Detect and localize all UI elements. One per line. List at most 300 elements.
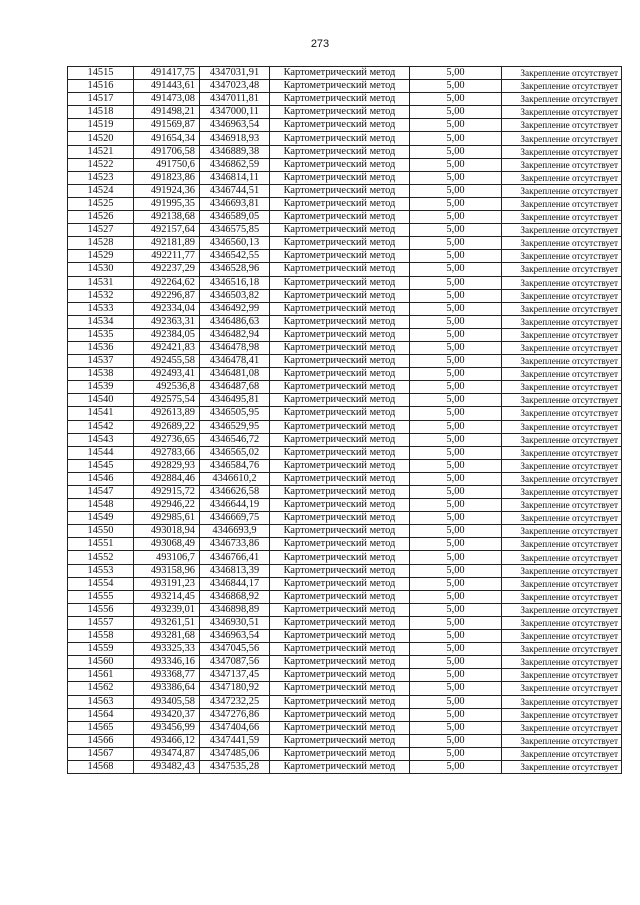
fixing-description-cell: Закрепление отсутствует: [502, 760, 622, 773]
table-row: [68, 289, 622, 302]
point-number-cell: 14557: [68, 616, 134, 629]
point-number-cell: 14558: [68, 630, 134, 643]
x-coordinate-cell: 492181,89: [134, 237, 200, 250]
point-number-cell: 14567: [68, 747, 134, 760]
method-cell: Картометрический метод: [270, 499, 410, 512]
y-coordinate-cell: 4346482,94: [200, 328, 270, 341]
accuracy-cell: 5,00: [410, 119, 502, 132]
x-coordinate-cell: 493368,77: [134, 669, 200, 682]
y-coordinate-cell: 4347180,92: [200, 682, 270, 695]
method-cell: Картометрический метод: [270, 630, 410, 643]
method-cell: Картометрический метод: [270, 616, 410, 629]
point-number-cell: 14518: [68, 106, 134, 119]
accuracy-cell: 5,00: [410, 237, 502, 250]
x-coordinate-cell: 493386,64: [134, 682, 200, 695]
y-coordinate-cell: 4346862,59: [200, 158, 270, 171]
point-number-cell: 14524: [68, 184, 134, 197]
accuracy-cell: 5,00: [410, 407, 502, 420]
table-row: [68, 80, 622, 93]
method-cell: Картометрический метод: [270, 643, 410, 656]
table-row: [68, 512, 622, 525]
y-coordinate-cell: 4347137,45: [200, 669, 270, 682]
fixing-description-cell: Закрепление отсутствует: [502, 315, 622, 328]
fixing-description-cell: Закрепление отсутствует: [502, 433, 622, 446]
method-cell: Картометрический метод: [270, 708, 410, 721]
accuracy-cell: 5,00: [410, 564, 502, 577]
point-number-cell: 14544: [68, 446, 134, 459]
fixing-description-cell: Закрепление отсутствует: [502, 381, 622, 394]
fixing-description-cell: Закрепление отсутствует: [502, 132, 622, 145]
x-coordinate-cell: 492613,89: [134, 407, 200, 420]
fixing-description-cell: Закрепление отсутствует: [502, 721, 622, 734]
fixing-description-cell: Закрепление отсутствует: [502, 407, 622, 420]
table-row: [68, 355, 622, 368]
accuracy-cell: 5,00: [410, 368, 502, 381]
y-coordinate-cell: 4346529,95: [200, 420, 270, 433]
y-coordinate-cell: 4346889,38: [200, 145, 270, 158]
fixing-description-cell: Закрепление отсутствует: [502, 564, 622, 577]
page-number: 273: [310, 38, 330, 50]
table-row: [68, 616, 622, 629]
y-coordinate-cell: 4346844,17: [200, 577, 270, 590]
fixing-description-cell: Закрепление отсутствует: [502, 394, 622, 407]
accuracy-cell: 5,00: [410, 551, 502, 564]
y-coordinate-cell: 4346644,19: [200, 499, 270, 512]
point-number-cell: 14531: [68, 276, 134, 289]
x-coordinate-cell: 492157,64: [134, 224, 200, 237]
fixing-description-cell: Закрепление отсутствует: [502, 289, 622, 302]
y-coordinate-cell: 4346898,89: [200, 603, 270, 616]
method-cell: Картометрический метод: [270, 171, 410, 184]
accuracy-cell: 5,00: [410, 263, 502, 276]
accuracy-cell: 5,00: [410, 328, 502, 341]
point-number-cell: 14536: [68, 341, 134, 354]
fixing-description-cell: Закрепление отсутствует: [502, 695, 622, 708]
x-coordinate-cell: 492493,41: [134, 368, 200, 381]
method-cell: Картометрический метод: [270, 302, 410, 315]
table-row: [68, 158, 622, 171]
method-cell: Картометрический метод: [270, 93, 410, 106]
fixing-description-cell: Закрепление отсутствует: [502, 603, 622, 616]
point-number-cell: 14562: [68, 682, 134, 695]
point-number-cell: 14534: [68, 315, 134, 328]
table-row: [68, 394, 622, 407]
y-coordinate-cell: 4346503,82: [200, 289, 270, 302]
accuracy-cell: 5,00: [410, 93, 502, 106]
point-number-cell: 14556: [68, 603, 134, 616]
x-coordinate-cell: 493106,7: [134, 551, 200, 564]
fixing-description-cell: Закрепление отсутствует: [502, 355, 622, 368]
x-coordinate-cell: 491443,61: [134, 80, 200, 93]
table-row: [68, 184, 622, 197]
y-coordinate-cell: 4346495,81: [200, 394, 270, 407]
accuracy-cell: 5,00: [410, 499, 502, 512]
y-coordinate-cell: 4347404,66: [200, 721, 270, 734]
table-row: [68, 328, 622, 341]
accuracy-cell: 5,00: [410, 381, 502, 394]
y-coordinate-cell: 4347031,91: [200, 67, 270, 80]
accuracy-cell: 5,00: [410, 80, 502, 93]
table-row: [68, 499, 622, 512]
y-coordinate-cell: 4346744,51: [200, 184, 270, 197]
fixing-description-cell: Закрепление отсутствует: [502, 197, 622, 210]
y-coordinate-cell: 4347232,25: [200, 695, 270, 708]
fixing-description-cell: Закрепление отсутствует: [502, 106, 622, 119]
method-cell: Картометрический метод: [270, 145, 410, 158]
fixing-description-cell: Закрепление отсутствует: [502, 499, 622, 512]
fixing-description-cell: Закрепление отсутствует: [502, 67, 622, 80]
method-cell: Картометрический метод: [270, 158, 410, 171]
y-coordinate-cell: 4346560,13: [200, 237, 270, 250]
x-coordinate-cell: 493482,43: [134, 760, 200, 773]
x-coordinate-cell: 492575,54: [134, 394, 200, 407]
accuracy-cell: 5,00: [410, 721, 502, 734]
x-coordinate-cell: 492736,65: [134, 433, 200, 446]
table-row: [68, 106, 622, 119]
x-coordinate-cell: 491823,86: [134, 171, 200, 184]
method-cell: Картометрический метод: [270, 564, 410, 577]
method-cell: Картометрический метод: [270, 734, 410, 747]
point-number-cell: 14516: [68, 80, 134, 93]
accuracy-cell: 5,00: [410, 289, 502, 302]
table-row: [68, 590, 622, 603]
table-row: [68, 171, 622, 184]
x-coordinate-cell: 492237,29: [134, 263, 200, 276]
point-number-cell: 14537: [68, 355, 134, 368]
y-coordinate-cell: 4347535,28: [200, 760, 270, 773]
x-coordinate-cell: 491750,6: [134, 158, 200, 171]
accuracy-cell: 5,00: [410, 695, 502, 708]
table-row: [68, 263, 622, 276]
fixing-description-cell: Закрепление отсутствует: [502, 420, 622, 433]
point-number-cell: 14538: [68, 368, 134, 381]
table-row: [68, 734, 622, 747]
accuracy-cell: 5,00: [410, 106, 502, 119]
accuracy-cell: 5,00: [410, 734, 502, 747]
fixing-description-cell: Закрепление отсутствует: [502, 328, 622, 341]
method-cell: Картометрический метод: [270, 512, 410, 525]
point-number-cell: 14526: [68, 211, 134, 224]
accuracy-cell: 5,00: [410, 708, 502, 721]
x-coordinate-cell: 492296,87: [134, 289, 200, 302]
fixing-description-cell: Закрепление отсутствует: [502, 237, 622, 250]
fixing-description-cell: Закрепление отсутствует: [502, 538, 622, 551]
y-coordinate-cell: 4346487,68: [200, 381, 270, 394]
fixing-description-cell: Закрепление отсутствует: [502, 616, 622, 629]
accuracy-cell: 5,00: [410, 158, 502, 171]
fixing-description-cell: Закрепление отсутствует: [502, 630, 622, 643]
fixing-description-cell: Закрепление отсутствует: [502, 525, 622, 538]
x-coordinate-cell: 492689,22: [134, 420, 200, 433]
fixing-description-cell: Закрепление отсутствует: [502, 224, 622, 237]
table-row: [68, 368, 622, 381]
x-coordinate-cell: 492829,93: [134, 459, 200, 472]
fixing-description-cell: Закрепление отсутствует: [502, 590, 622, 603]
accuracy-cell: 5,00: [410, 747, 502, 760]
method-cell: Картометрический метод: [270, 368, 410, 381]
y-coordinate-cell: 4346542,55: [200, 250, 270, 263]
table-row: [68, 472, 622, 485]
point-number-cell: 14552: [68, 551, 134, 564]
accuracy-cell: 5,00: [410, 355, 502, 368]
fixing-description-cell: Закрепление отсутствует: [502, 158, 622, 171]
y-coordinate-cell: 4346693,81: [200, 197, 270, 210]
method-cell: Картометрический метод: [270, 603, 410, 616]
method-cell: Картометрический метод: [270, 119, 410, 132]
method-cell: Картометрический метод: [270, 237, 410, 250]
method-cell: Картометрический метод: [270, 211, 410, 224]
accuracy-cell: 5,00: [410, 132, 502, 145]
method-cell: Картометрический метод: [270, 197, 410, 210]
y-coordinate-cell: 4346575,85: [200, 224, 270, 237]
point-number-cell: 14551: [68, 538, 134, 551]
fixing-description-cell: Закрепление отсутствует: [502, 669, 622, 682]
accuracy-cell: 5,00: [410, 512, 502, 525]
point-number-cell: 14515: [68, 67, 134, 80]
point-number-cell: 14540: [68, 394, 134, 407]
x-coordinate-cell: 492138,68: [134, 211, 200, 224]
table-row: [68, 708, 622, 721]
method-cell: Картометрический метод: [270, 381, 410, 394]
point-number-cell: 14530: [68, 263, 134, 276]
accuracy-cell: 5,00: [410, 577, 502, 590]
method-cell: Картометрический метод: [270, 132, 410, 145]
table-row: [68, 276, 622, 289]
table-row: [68, 459, 622, 472]
accuracy-cell: 5,00: [410, 341, 502, 354]
method-cell: Картометрический метод: [270, 590, 410, 603]
point-number-cell: 14566: [68, 734, 134, 747]
point-number-cell: 14555: [68, 590, 134, 603]
accuracy-cell: 5,00: [410, 459, 502, 472]
table-row: [68, 211, 622, 224]
y-coordinate-cell: 4347485,06: [200, 747, 270, 760]
fixing-description-cell: Закрепление отсутствует: [502, 250, 622, 263]
x-coordinate-cell: 491654,34: [134, 132, 200, 145]
x-coordinate-cell: 493068,49: [134, 538, 200, 551]
method-cell: Картометрический метод: [270, 669, 410, 682]
table-row: [68, 341, 622, 354]
table-row: [68, 145, 622, 158]
x-coordinate-cell: 491569,87: [134, 119, 200, 132]
y-coordinate-cell: 4347087,56: [200, 656, 270, 669]
method-cell: Картометрический метод: [270, 577, 410, 590]
x-coordinate-cell: 493420,37: [134, 708, 200, 721]
point-number-cell: 14560: [68, 656, 134, 669]
table-row: [68, 603, 622, 616]
y-coordinate-cell: 4346516,18: [200, 276, 270, 289]
point-number-cell: 14519: [68, 119, 134, 132]
x-coordinate-cell: 492536,8: [134, 381, 200, 394]
point-number-cell: 14561: [68, 669, 134, 682]
method-cell: Картометрический метод: [270, 250, 410, 263]
accuracy-cell: 5,00: [410, 603, 502, 616]
method-cell: Картометрический метод: [270, 695, 410, 708]
y-coordinate-cell: 4346589,05: [200, 211, 270, 224]
accuracy-cell: 5,00: [410, 171, 502, 184]
accuracy-cell: 5,00: [410, 630, 502, 643]
fixing-description-cell: Закрепление отсутствует: [502, 341, 622, 354]
accuracy-cell: 5,00: [410, 472, 502, 485]
table-row: [68, 695, 622, 708]
y-coordinate-cell: 4346486,63: [200, 315, 270, 328]
method-cell: Картометрический метод: [270, 721, 410, 734]
accuracy-cell: 5,00: [410, 525, 502, 538]
fixing-description-cell: Закрепление отсутствует: [502, 577, 622, 590]
fixing-description-cell: Закрепление отсутствует: [502, 119, 622, 132]
y-coordinate-cell: 4347441,59: [200, 734, 270, 747]
accuracy-cell: 5,00: [410, 590, 502, 603]
method-cell: Картометрический метод: [270, 355, 410, 368]
accuracy-cell: 5,00: [410, 224, 502, 237]
point-number-cell: 14549: [68, 512, 134, 525]
fixing-description-cell: Закрепление отсутствует: [502, 263, 622, 276]
table-row: [68, 315, 622, 328]
y-coordinate-cell: 4347045,56: [200, 643, 270, 656]
point-number-cell: 14545: [68, 459, 134, 472]
y-coordinate-cell: 4346963,54: [200, 119, 270, 132]
point-number-cell: 14546: [68, 472, 134, 485]
x-coordinate-cell: 493191,23: [134, 577, 200, 590]
method-cell: Картометрический метод: [270, 538, 410, 551]
point-number-cell: 14539: [68, 381, 134, 394]
accuracy-cell: 5,00: [410, 420, 502, 433]
point-number-cell: 14533: [68, 302, 134, 315]
point-number-cell: 14550: [68, 525, 134, 538]
accuracy-cell: 5,00: [410, 538, 502, 551]
method-cell: Картометрический метод: [270, 486, 410, 499]
y-coordinate-cell: 4346546,72: [200, 433, 270, 446]
table-row: [68, 682, 622, 695]
point-number-cell: 14554: [68, 577, 134, 590]
method-cell: Картометрический метод: [270, 289, 410, 302]
method-cell: Картометрический метод: [270, 760, 410, 773]
accuracy-cell: 5,00: [410, 486, 502, 499]
point-number-cell: 14522: [68, 158, 134, 171]
point-number-cell: 14529: [68, 250, 134, 263]
y-coordinate-cell: 4346528,96: [200, 263, 270, 276]
accuracy-cell: 5,00: [410, 197, 502, 210]
fixing-description-cell: Закрепление отсутствует: [502, 446, 622, 459]
point-number-cell: 14565: [68, 721, 134, 734]
y-coordinate-cell: 4346492,99: [200, 302, 270, 315]
table-row: [68, 93, 622, 106]
method-cell: Картометрический метод: [270, 472, 410, 485]
fixing-description-cell: Закрепление отсутствует: [502, 211, 622, 224]
fixing-description-cell: Закрепление отсутствует: [502, 512, 622, 525]
point-number-cell: 14521: [68, 145, 134, 158]
x-coordinate-cell: 491995,35: [134, 197, 200, 210]
point-number-cell: 14563: [68, 695, 134, 708]
point-number-cell: 14520: [68, 132, 134, 145]
table-row: [68, 630, 622, 643]
y-coordinate-cell: 4347276,86: [200, 708, 270, 721]
x-coordinate-cell: 492455,58: [134, 355, 200, 368]
table-row: [68, 525, 622, 538]
method-cell: Картометрический метод: [270, 394, 410, 407]
x-coordinate-cell: 491706,58: [134, 145, 200, 158]
method-cell: Картометрический метод: [270, 747, 410, 760]
table-row: [68, 577, 622, 590]
fixing-description-cell: Закрепление отсутствует: [502, 734, 622, 747]
accuracy-cell: 5,00: [410, 315, 502, 328]
accuracy-cell: 5,00: [410, 616, 502, 629]
fixing-description-cell: Закрепление отсутствует: [502, 459, 622, 472]
table-row: [68, 643, 622, 656]
x-coordinate-cell: 491473,08: [134, 93, 200, 106]
x-coordinate-cell: 492363,31: [134, 315, 200, 328]
x-coordinate-cell: 493456,99: [134, 721, 200, 734]
y-coordinate-cell: 4346693,9: [200, 525, 270, 538]
accuracy-cell: 5,00: [410, 643, 502, 656]
fixing-description-cell: Закрепление отсутствует: [502, 80, 622, 93]
accuracy-cell: 5,00: [410, 669, 502, 682]
table-row: [68, 433, 622, 446]
accuracy-cell: 5,00: [410, 276, 502, 289]
y-coordinate-cell: 4346868,92: [200, 590, 270, 603]
fixing-description-cell: Закрепление отсутствует: [502, 93, 622, 106]
y-coordinate-cell: 4346963,54: [200, 630, 270, 643]
point-number-cell: 14568: [68, 760, 134, 773]
fixing-description-cell: Закрепление отсутствует: [502, 145, 622, 158]
method-cell: Картометрический метод: [270, 420, 410, 433]
y-coordinate-cell: 4346930,51: [200, 616, 270, 629]
x-coordinate-cell: 493346,16: [134, 656, 200, 669]
x-coordinate-cell: 493325,33: [134, 643, 200, 656]
table-row: [68, 446, 622, 459]
x-coordinate-cell: 492384,05: [134, 328, 200, 341]
x-coordinate-cell: 493018,94: [134, 525, 200, 538]
table-row: [68, 656, 622, 669]
fixing-description-cell: Закрепление отсутствует: [502, 171, 622, 184]
x-coordinate-cell: 492985,61: [134, 512, 200, 525]
x-coordinate-cell: 493261,51: [134, 616, 200, 629]
y-coordinate-cell: 4346918,93: [200, 132, 270, 145]
point-number-cell: 14548: [68, 499, 134, 512]
table-row: [68, 250, 622, 263]
x-coordinate-cell: 493158,96: [134, 564, 200, 577]
point-number-cell: 14542: [68, 420, 134, 433]
fixing-description-cell: Закрепление отсутствует: [502, 368, 622, 381]
point-number-cell: 14523: [68, 171, 134, 184]
y-coordinate-cell: 4346505,95: [200, 407, 270, 420]
x-coordinate-cell: 493474,87: [134, 747, 200, 760]
point-number-cell: 14553: [68, 564, 134, 577]
method-cell: Картометрический метод: [270, 106, 410, 119]
method-cell: Картометрический метод: [270, 525, 410, 538]
table-row: [68, 119, 622, 132]
fixing-description-cell: Закрепление отсутствует: [502, 184, 622, 197]
x-coordinate-cell: 493214,45: [134, 590, 200, 603]
table-row: [68, 224, 622, 237]
table-row: [68, 237, 622, 250]
accuracy-cell: 5,00: [410, 211, 502, 224]
y-coordinate-cell: 4346766,41: [200, 551, 270, 564]
table-row: [68, 747, 622, 760]
table-row: [68, 420, 622, 433]
x-coordinate-cell: 493239,01: [134, 603, 200, 616]
method-cell: Картометрический метод: [270, 315, 410, 328]
accuracy-cell: 5,00: [410, 184, 502, 197]
method-cell: Картометрический метод: [270, 224, 410, 237]
point-number-cell: 14543: [68, 433, 134, 446]
method-cell: Картометрический метод: [270, 446, 410, 459]
x-coordinate-cell: 492884,46: [134, 472, 200, 485]
method-cell: Картометрический метод: [270, 551, 410, 564]
x-coordinate-cell: 491417,75: [134, 67, 200, 80]
y-coordinate-cell: 4347023,48: [200, 80, 270, 93]
point-number-cell: 14527: [68, 224, 134, 237]
